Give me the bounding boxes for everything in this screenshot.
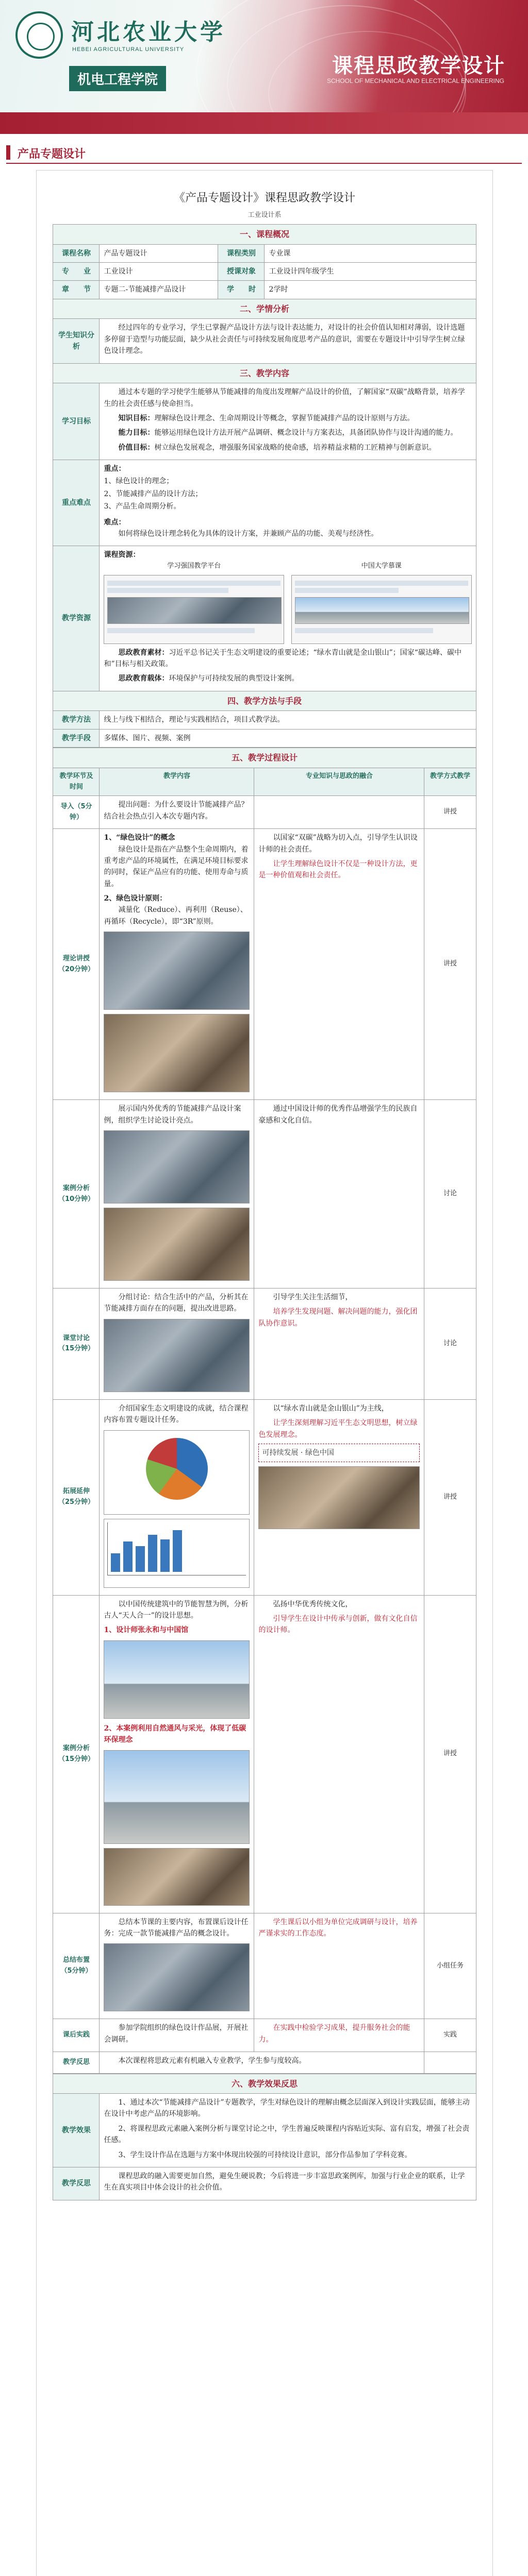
pie-chart-graphic (146, 1438, 208, 1500)
ideo-material-text: 习近平总书记关于生态文明建设的重要论述；“绿水青山就是金山银山”；国家“碳达峰、碳中和”目标与相关政策。 (104, 648, 461, 668)
effect-item: 1、通过本次“节能减排产品设计”专题教学，学生对绿色设计的理解由概念层面深入到设计实践层面，能够主动在设计中考虑产品的环境影响。 (104, 2098, 470, 2119)
stage-ideo-highlight: 在实践中检验学习成果，提升服务社会的能力。 (258, 2024, 410, 2044)
goal-ability-text: 能够运用绿色设计方法开展产品调研、概念设计与方案表达，具备团队协作与设计沟通的能力。 (154, 429, 458, 437)
ideo-carrier-text: 环境保护与可持续发展的典型设计案例。 (169, 674, 299, 683)
hours-label: 学 时 (218, 281, 265, 299)
section-student-analysis: 二、学情分析 (53, 299, 476, 319)
process-row (53, 1100, 476, 1289)
process-row (53, 829, 476, 1100)
stage-method: 讨论 (424, 1100, 476, 1289)
platform-name: 中国大学慕课 (361, 562, 402, 570)
discussion-photo (104, 1319, 250, 1392)
resources-label: 教学资源 (53, 546, 100, 691)
stage-ideo: 以国家“双碳”战略为切入点，引导学生认识设计师的社会责任。 (258, 834, 418, 854)
course-name-value: 产品专题设计 (100, 244, 218, 262)
stage-ideo (254, 796, 424, 829)
stage-method: 讲授 (424, 796, 476, 829)
architecture-photo (104, 1640, 250, 1719)
col-stage: 教学环节及时间 (53, 768, 100, 796)
process-row (53, 1289, 476, 1400)
col-ideo: 专业知识与思政的融合 (254, 768, 424, 796)
stage-ideo-highlight: 学生课后以小组为单位完成调研与设计，培养严谨求实的工作态度。 (258, 1918, 418, 1938)
stage-subtitle: 2、绿色设计原则： (104, 894, 167, 903)
stage-method: 讨论 (424, 1289, 476, 1400)
sketch-photo (104, 1848, 250, 1906)
stage-ideo-highlight: 引导学生在设计中传承与创新，做有文化自信的设计师。 (258, 1614, 418, 1635)
chapter-label: 章 节 (53, 281, 100, 299)
section-title: 产品专题设计 (18, 148, 86, 161)
school-name-en: HEBEI AGRICULTURAL UNIVERSITY (72, 46, 185, 53)
stage-method: 讲授 (424, 1595, 476, 1913)
stage-content: 分组讨论：结合生活中的产品，分析其在节能减排方面存在的问题，提出改进思路。 (104, 1293, 249, 1313)
platform-name: 学习强国教学平台 (167, 562, 221, 570)
course-type-label: 课程类别 (218, 244, 265, 262)
analysis-label: 学生知识分析 (53, 319, 100, 363)
case-highlight: 2、本案例利用自然通风与采光，体现了低碳环保理念 (104, 1724, 246, 1744)
method-label: 教学方法 (53, 711, 100, 729)
stage-label: 导入（5分钟） (53, 796, 100, 829)
section-marker (6, 145, 10, 160)
section-process: 五、教学过程设计 (53, 748, 476, 768)
process-row (53, 1595, 476, 1913)
stage-ideo: 以“绿水青山就是金山银山”为主线， (273, 1404, 389, 1413)
platform-study (104, 561, 284, 647)
course-table (53, 224, 476, 748)
banner-title: 课程思政教学设计 (332, 54, 505, 78)
goal-label: 学习目标 (53, 383, 100, 460)
stage-label: 案例分析（15分钟） (53, 1595, 100, 1913)
stage-label: 拓展延伸（25分钟） (53, 1399, 100, 1595)
speaker-photo (258, 1466, 420, 1529)
stage-method: 实践 (424, 2019, 476, 2052)
stage-label: 教学反思 (53, 2052, 100, 2073)
course-name-label: 课程名称 (53, 244, 100, 262)
university-seal-icon (15, 11, 63, 59)
col-content: 教学内容 (100, 768, 254, 796)
key-point-2: 2、节能减排产品的设计方法； (104, 489, 203, 498)
section-methods: 四、教学方法与手段 (53, 691, 476, 711)
difficulty-text: 如何将绿色设计理念转化为具体的设计方案，并兼顾产品的功能、美观与经济性。 (118, 530, 378, 538)
stage-ideo: 通过中国设计师的优秀作品增强学生的民族自豪感和文化自信。 (258, 1105, 418, 1125)
analysis-text: 经过四年的专业学习，学生已掌握产品设计方法与设计表达能力，对设计的社会价值认知相对薄弱，设计选题多停留于造型与功能层面，缺少从社会责任与可持续发展角度思考产品的意识，需要在专题设计中引导学生树立绿色设计理念。 (104, 324, 465, 355)
ideo-material-title: 思政教育素材： (118, 648, 169, 657)
stage-method: 讲授 (424, 829, 476, 1100)
process-row (53, 1913, 476, 2019)
stage-content: 介绍国家生态文明建设的成就，结合课程内容布置专题设计任务。 (104, 1404, 249, 1425)
ideo-carrier-title: 思政教育载体： (118, 674, 169, 683)
stage-label: 案例分析（10分钟） (53, 1100, 100, 1289)
statistics-chart (104, 1430, 250, 1515)
design-document (36, 170, 493, 2576)
means-label: 教学手段 (53, 729, 100, 747)
process-row (53, 796, 476, 829)
document-title: 《产品专题设计》课程思政教学设计 (173, 192, 355, 205)
goal-knowledge-title: 知识目标： (118, 414, 155, 422)
stage-content: 减量化（Reduce）、再利用（Reuse）、再循环（Recycle），即“3R”原则。 (104, 906, 248, 926)
means-value: 多媒体、图片、视频、案例 (100, 729, 476, 747)
difficulty-title: 难点： (104, 518, 126, 527)
col-method: 教学方式教学 (424, 768, 476, 796)
goal-ability-title: 能力目标： (118, 429, 155, 437)
key-point-1: 1、绿色设计的理念； (104, 477, 174, 486)
resources-title: 课程资源： (104, 551, 140, 560)
lecture-photo (104, 931, 250, 1010)
classroom-photo (104, 1130, 250, 1204)
effect-item: 3、学生设计作品在选题与方案中体现出较强的可持续设计意识，部分作品参加了学科竞赛。 (118, 2150, 412, 2159)
process-row (53, 2019, 476, 2052)
stage-ideo: 引导学生关注生活细节， (273, 1293, 353, 1302)
goal-value-text: 树立绿色发展观念，增强服务国家战略的使命感，培养精益求精的工匠精神与创新意识。 (154, 443, 436, 452)
target-value: 工业设计四年级学生 (265, 262, 476, 280)
stage-method (424, 2052, 476, 2073)
major-value: 工业设计 (100, 262, 218, 280)
stage-method: 小组任务 (424, 1913, 476, 2019)
platform-screenshot (104, 575, 284, 644)
stage-ideo-highlight: 让学生理解绿色设计不仅是一种设计方法，更是一种价值观和社会责任。 (258, 859, 418, 880)
stage-label: 课后实践 (53, 2019, 100, 2052)
stage-content: 总结本节课的主要内容，布置课后设计任务：完成一款节能减排产品的概念设计。 (104, 1918, 249, 1938)
effect-label: 教学效果 (53, 2094, 100, 2167)
stage-ideo: 弘扬中华优秀传统文化， (273, 1600, 353, 1608)
stage-content: 绿色设计是指在产品整个生命周期内，着重考虑产品的环境属性，在满足环境目标要求的同时，保证产品应有的功能、使用寿命与质量。 (104, 845, 249, 888)
stage-content: 参加学院组织的绿色设计作品展，开展社会调研。 (104, 2024, 249, 2044)
platform-grid (104, 561, 471, 647)
section-course-overview: 一、课程概况 (53, 225, 476, 245)
stage-ideo-highlight: 让学生深刻理解习近平生态文明思想，树立绿色发展理念。 (258, 1419, 418, 1439)
process-row (53, 1399, 476, 1595)
section-header (6, 142, 522, 164)
header-banner (0, 0, 528, 134)
section-reflection: 六、教学效果反思 (53, 2074, 476, 2094)
group-work-photo (104, 1943, 250, 2011)
banner-stripe (0, 112, 528, 134)
goal-value-title: 价值目标： (118, 443, 155, 452)
target-label: 授课对象 (218, 262, 265, 280)
major-label: 专 业 (53, 262, 100, 280)
stage-label: 总结布置（5分钟） (53, 1913, 100, 2019)
effect-item: 2、将课程思政元素融入案例分析与课堂讨论之中，学生普遍反映课程内容贴近实际、富有启发，增强了社会责任感。 (104, 2124, 470, 2145)
stage-content: 提出问题：为什么要设计节能减排产品？结合社会热点引入本次专题内容。 (104, 801, 249, 821)
course-type-value: 专业课 (265, 244, 476, 262)
reflection-table (53, 2074, 476, 2200)
architecture-photo (104, 1750, 250, 1844)
classroom-photo (104, 1208, 250, 1281)
slogan-box: 可持续发展 · 绿色中国 (258, 1444, 420, 1462)
key-title: 重点： (104, 465, 126, 473)
process-row (53, 2052, 476, 2073)
product-photo (104, 1014, 250, 1092)
platform-mooc (291, 561, 472, 647)
stage-ideo-highlight: 培养学生发现问题、解决问题的能力，强化团队协作意识。 (258, 1308, 418, 1328)
case-highlight: 1、设计师张永和与中国馆 (104, 1626, 189, 1635)
stage-method: 讲授 (424, 1399, 476, 1595)
stage-content: 以中国传统建筑中的节能智慧为例，分析古人“天人合一”的设计思想。 (104, 1600, 249, 1620)
stage-label: 理论讲授（20分钟） (53, 829, 100, 1100)
college-name: 机电工程学院 (69, 66, 166, 91)
stage-content: 展示国内外优秀的节能减排产品设计案例，组织学生讨论设计亮点。 (104, 1105, 241, 1125)
key-label: 重点难点 (53, 460, 100, 546)
chapter-value: 专题二-节能减排产品设计 (100, 281, 218, 299)
goal-knowledge-text: 理解绿色设计理念、生命周期设计等概念，掌握节能减排产品的设计原则与方法。 (154, 414, 415, 422)
document-subtitle: 工业设计系 (248, 211, 282, 219)
reflection-text: 课程思政的融入需要更加自然，避免生硬说教；今后将进一步丰富思政案例库，加强与行业企业的联系，让学生在真实项目中体会设计的社会价值。 (104, 2172, 465, 2192)
goal-intro: 通过本专题的学习使学生能够从节能减排的角度出发理解产品设计的价值，了解国家“双碳”战略背景，培养学生的社会责任感与使命担当。 (104, 388, 465, 408)
method-value: 线上与线下相结合，理论与实践相结合，项目式教学法。 (100, 711, 476, 729)
school-name: 河北农业大学 (71, 19, 226, 45)
hours-value: 2学时 (265, 281, 476, 299)
stage-subtitle: 1、“绿色设计”的概念 (104, 834, 175, 842)
platform-screenshot (291, 575, 472, 644)
stage-label: 课堂讨论（15分钟） (53, 1289, 100, 1400)
section-teaching-content: 三、教学内容 (53, 363, 476, 383)
reflection-label: 教学反思 (53, 2167, 100, 2200)
banner-subtitle: SCHOOL OF MECHANICAL AND ELECTRICAL ENGINEERING (326, 77, 504, 84)
process-table (53, 748, 476, 2073)
bar-chart-graphic (104, 1519, 250, 1588)
key-point-3: 3、产品生命周期分析。 (104, 502, 181, 511)
stage-content: 本次课程将思政元素有机融入专业教学，学生参与度较高。 (118, 2057, 306, 2065)
